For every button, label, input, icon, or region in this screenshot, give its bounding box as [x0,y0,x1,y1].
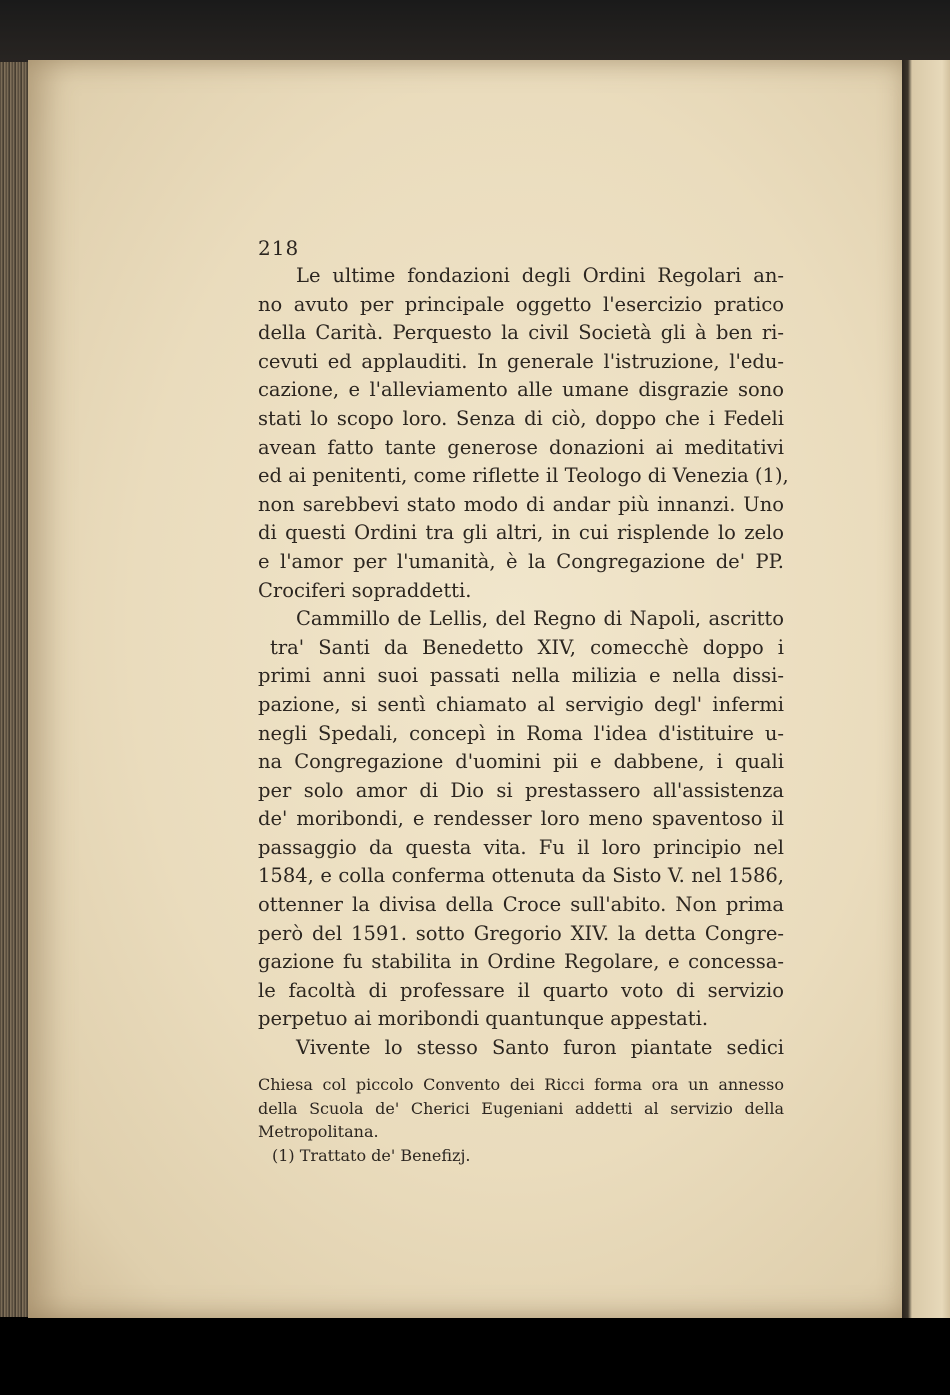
text-line: per solo amor di Dio si prestassero all'assistenza [258,778,784,802]
text-line: della Carità. Perquesto la civil Società gli à ben ri- [258,321,784,345]
text-line: Le ultime fondazioni degli Ordini Regolari an- [296,264,784,287]
text-line: gazione fu stabilita in Ordine Regolare, e concessa- [258,950,784,974]
text-line: cevuti ed applauditi. In generale l'istruzione, l'edu- [258,349,784,373]
text-line: no avuto per principale oggetto l'esercizio pratico [258,292,784,316]
text-line: cazione, e l'alleviamento alle umane disgrazie sono [258,378,784,402]
paragraph-2 [258,605,784,1034]
text-line: 1584, e colla conferma ottenuta da Sisto V. nel 1586, [258,864,784,888]
text-line: tra' Santi da Benedetto XIV, comecchè doppo i [270,635,784,659]
next-page-edge [902,60,950,1318]
footnote-line: Metropolitana. [258,1122,379,1141]
footnote-line: della Scuola de' Cherici Eugeniani addetti al servizio della [258,1098,784,1118]
text-line: primi anni suoi passati nella milizia e nella dissi- [258,664,784,688]
text-line: ottenner la divisa della Croce sull'abito. Non prima [258,893,784,917]
text-line: pazione, si sentì chiamato al servigio degl' infermi [258,692,784,716]
text-line: de' moribondi, e rendesser loro meno spaventoso il [258,807,784,831]
paragraph-3 [258,1034,784,1063]
paragraph-1 [258,262,789,605]
text-line: Cammillo de Lellis, del Regno di Napoli, ascritto [296,607,784,631]
text-line: Crociferi sopraddetti. [258,578,472,602]
text-line: avean fatto tante generose donazioni ai meditativi [258,435,784,459]
page-number: 218 [258,236,300,260]
text-line: e l'amor per l'umanità, è la Congregazione de' PP. [258,549,784,573]
text-line: però del 1591. sotto Gregorio XIV. la detta Congre- [258,921,784,945]
scan-bottom-border [0,1318,950,1395]
text-line: na Congregazione d'uomini pii e dabbene, i quali [258,750,784,774]
text-line: di questi Ordini tra gli altri, in cui risplende lo zelo [258,521,784,545]
text-line: le facoltà di professare il quarto voto di servizio [258,978,784,1002]
text-line: Vivente lo stesso Santo furon piantate sedici [296,1036,784,1060]
text-line: negli Spedali, concepì in Roma l'idea d'istituire u- [258,721,784,745]
text-line: perpetuo ai moribondi quantunque appestati. [258,1007,709,1031]
text-line: stati lo scopo loro. Senza di ciò, doppo che i Fedeli [258,406,784,430]
footnote-1: (1) Trattato de' Benefizj. [272,1145,471,1165]
footnote-line: Chiesa col piccolo Convento dei Ricci forma ora un annesso [258,1075,784,1094]
text-line: non sarebbevi stato modo di andar più innanzi. Uno [258,492,784,516]
text-line: ed ai penitenti, come riflette il Teologo di Venezia (1), [258,464,789,488]
text-line: passaggio da questa vita. Fu il loro principio nel [258,835,784,859]
main-text [258,262,789,1063]
footnotes [258,1073,784,1167]
